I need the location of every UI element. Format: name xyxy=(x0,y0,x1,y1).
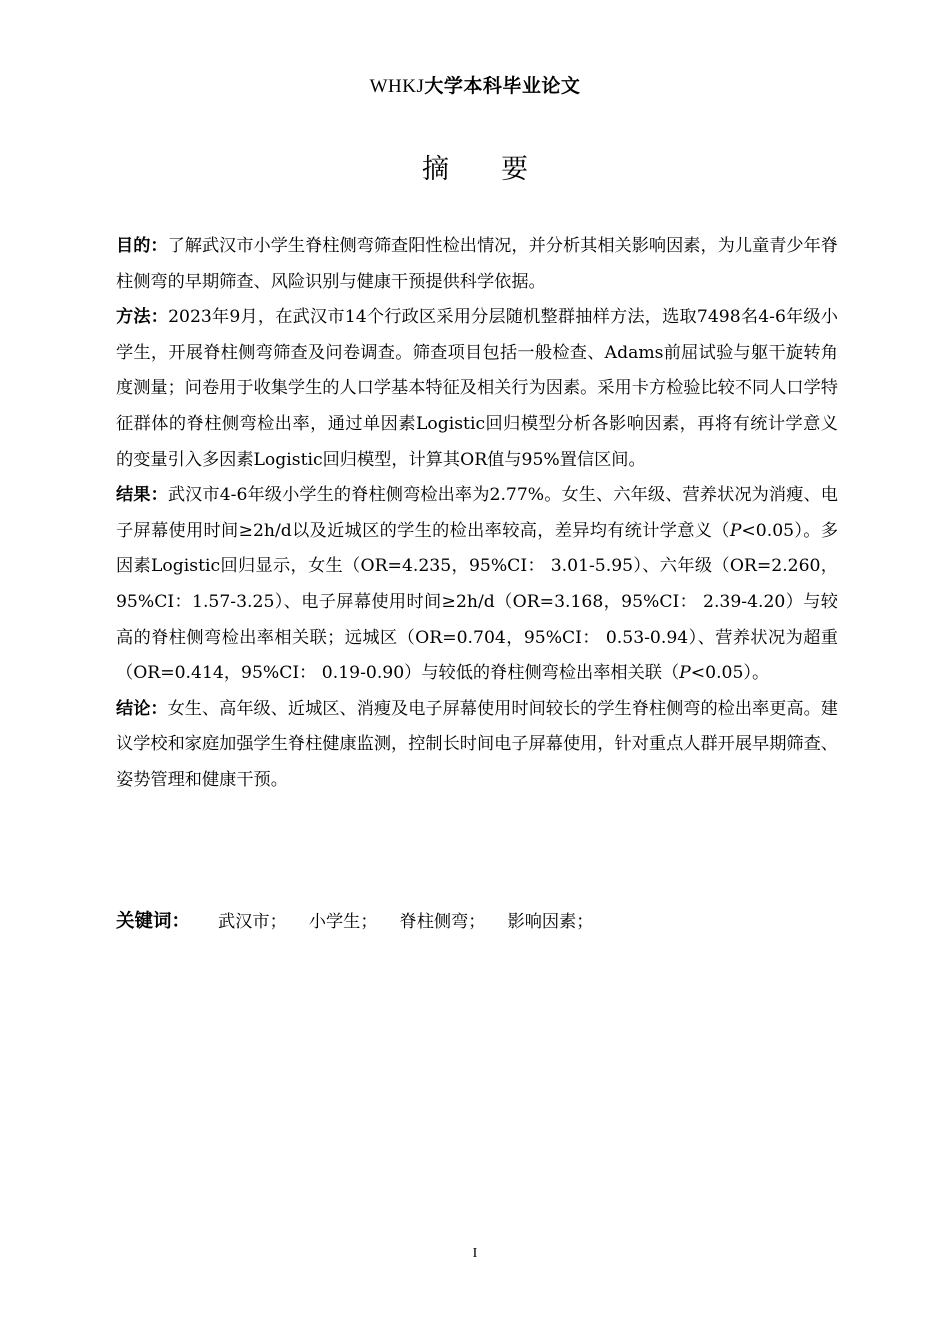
result-label: 结果： xyxy=(116,485,168,506)
p-value-symbol: P xyxy=(729,520,742,541)
purpose-text: 了解武汉市小学生脊柱侧弯筛查阳性检出情况，并分析其相关影响因素，为儿童青少年脊柱侧弯的早期筛查、风险识别与健康干预提供科学依据。 xyxy=(116,236,838,292)
page-number: I xyxy=(472,1246,478,1261)
keywords-line xyxy=(116,904,838,940)
purpose-label: 目的： xyxy=(116,236,168,256)
page-title xyxy=(0,152,950,188)
conclusion-label: 结论： xyxy=(116,698,168,719)
result-text-part: 武汉市4-6年级小学生的脊柱侧弯检出率为2.77%。女生、六年级、营养状况为消瘦、电子屏幕使用时间≥2h/d以及近城区的学生的检出率较高，差异均有统计学意义（ xyxy=(116,485,838,541)
keyword-item: 影响因素； xyxy=(507,912,594,932)
thesis-header xyxy=(0,74,950,99)
p-value-symbol: P xyxy=(679,663,691,684)
keyword-item: 脊柱侧弯； xyxy=(399,912,486,932)
keyword-item: 小学生； xyxy=(308,912,378,932)
method-label: 方法： xyxy=(116,307,169,328)
result-text-part: <0.05）。 xyxy=(690,663,770,684)
header-suffix: 大学本科毕业论文 xyxy=(424,75,581,97)
purpose-paragraph xyxy=(116,229,838,300)
header-prefix: WHKJ xyxy=(369,76,425,97)
title-char-2: 要 xyxy=(501,154,528,185)
result-paragraph xyxy=(116,478,838,692)
keywords-label: 关键词： xyxy=(116,911,191,932)
abstract-body xyxy=(116,229,838,799)
method-text: 2023年9月，在武汉市14个行政区采用分层随机整群抽样方法，选取7498名4-6年级小学生，开展脊柱侧弯筛查及问卷调查。筛查项目包括一般检查、Adams前屈试验与躯干旋转角度测量；问卷用于收集学生的人口学基本特征及相关行为因素。采用卡方检验比较不同人口学特征群体的脊柱侧弯检出率，通过单因素Logistic回归模型分析各影响因素，再将有统计学意义的变量引入多因素Logistic回归模型，计算其OR值与95%置信区间。 xyxy=(116,307,838,470)
title-char-1: 摘 xyxy=(422,154,449,185)
method-paragraph xyxy=(116,300,838,478)
conclusion-paragraph xyxy=(116,692,838,799)
keyword-item: 武汉市； xyxy=(218,912,287,932)
result-text-part: <0.05）。多因素Logistic回归显示，女生（OR=4.235，95%CI： 3.01-5.95）、六年级（OR=2.260，95%CI：1.57-3.25）、电子屏幕使用时间≥2h/d（OR=3.168，95%CI： 2.39-4.20）与较高的脊柱侧弯检出率相关联；远城区（OR=0.704，95%CI： 0.53-0.94）、营养状况为超重（OR=0.414，95%CI： 0.19-0.90）与较低的脊柱侧弯检出率相关联（ xyxy=(116,520,839,684)
conclusion-text: 女生、高年级、近城区、消瘦及电子屏幕使用时间较长的学生脊柱侧弯的检出率更高。建议学校和家庭加强学生脊柱健康监测，控制长时间电子屏幕使用，针对重点人群开展早期筛查、姿势管理和健康干预。 xyxy=(116,698,838,790)
